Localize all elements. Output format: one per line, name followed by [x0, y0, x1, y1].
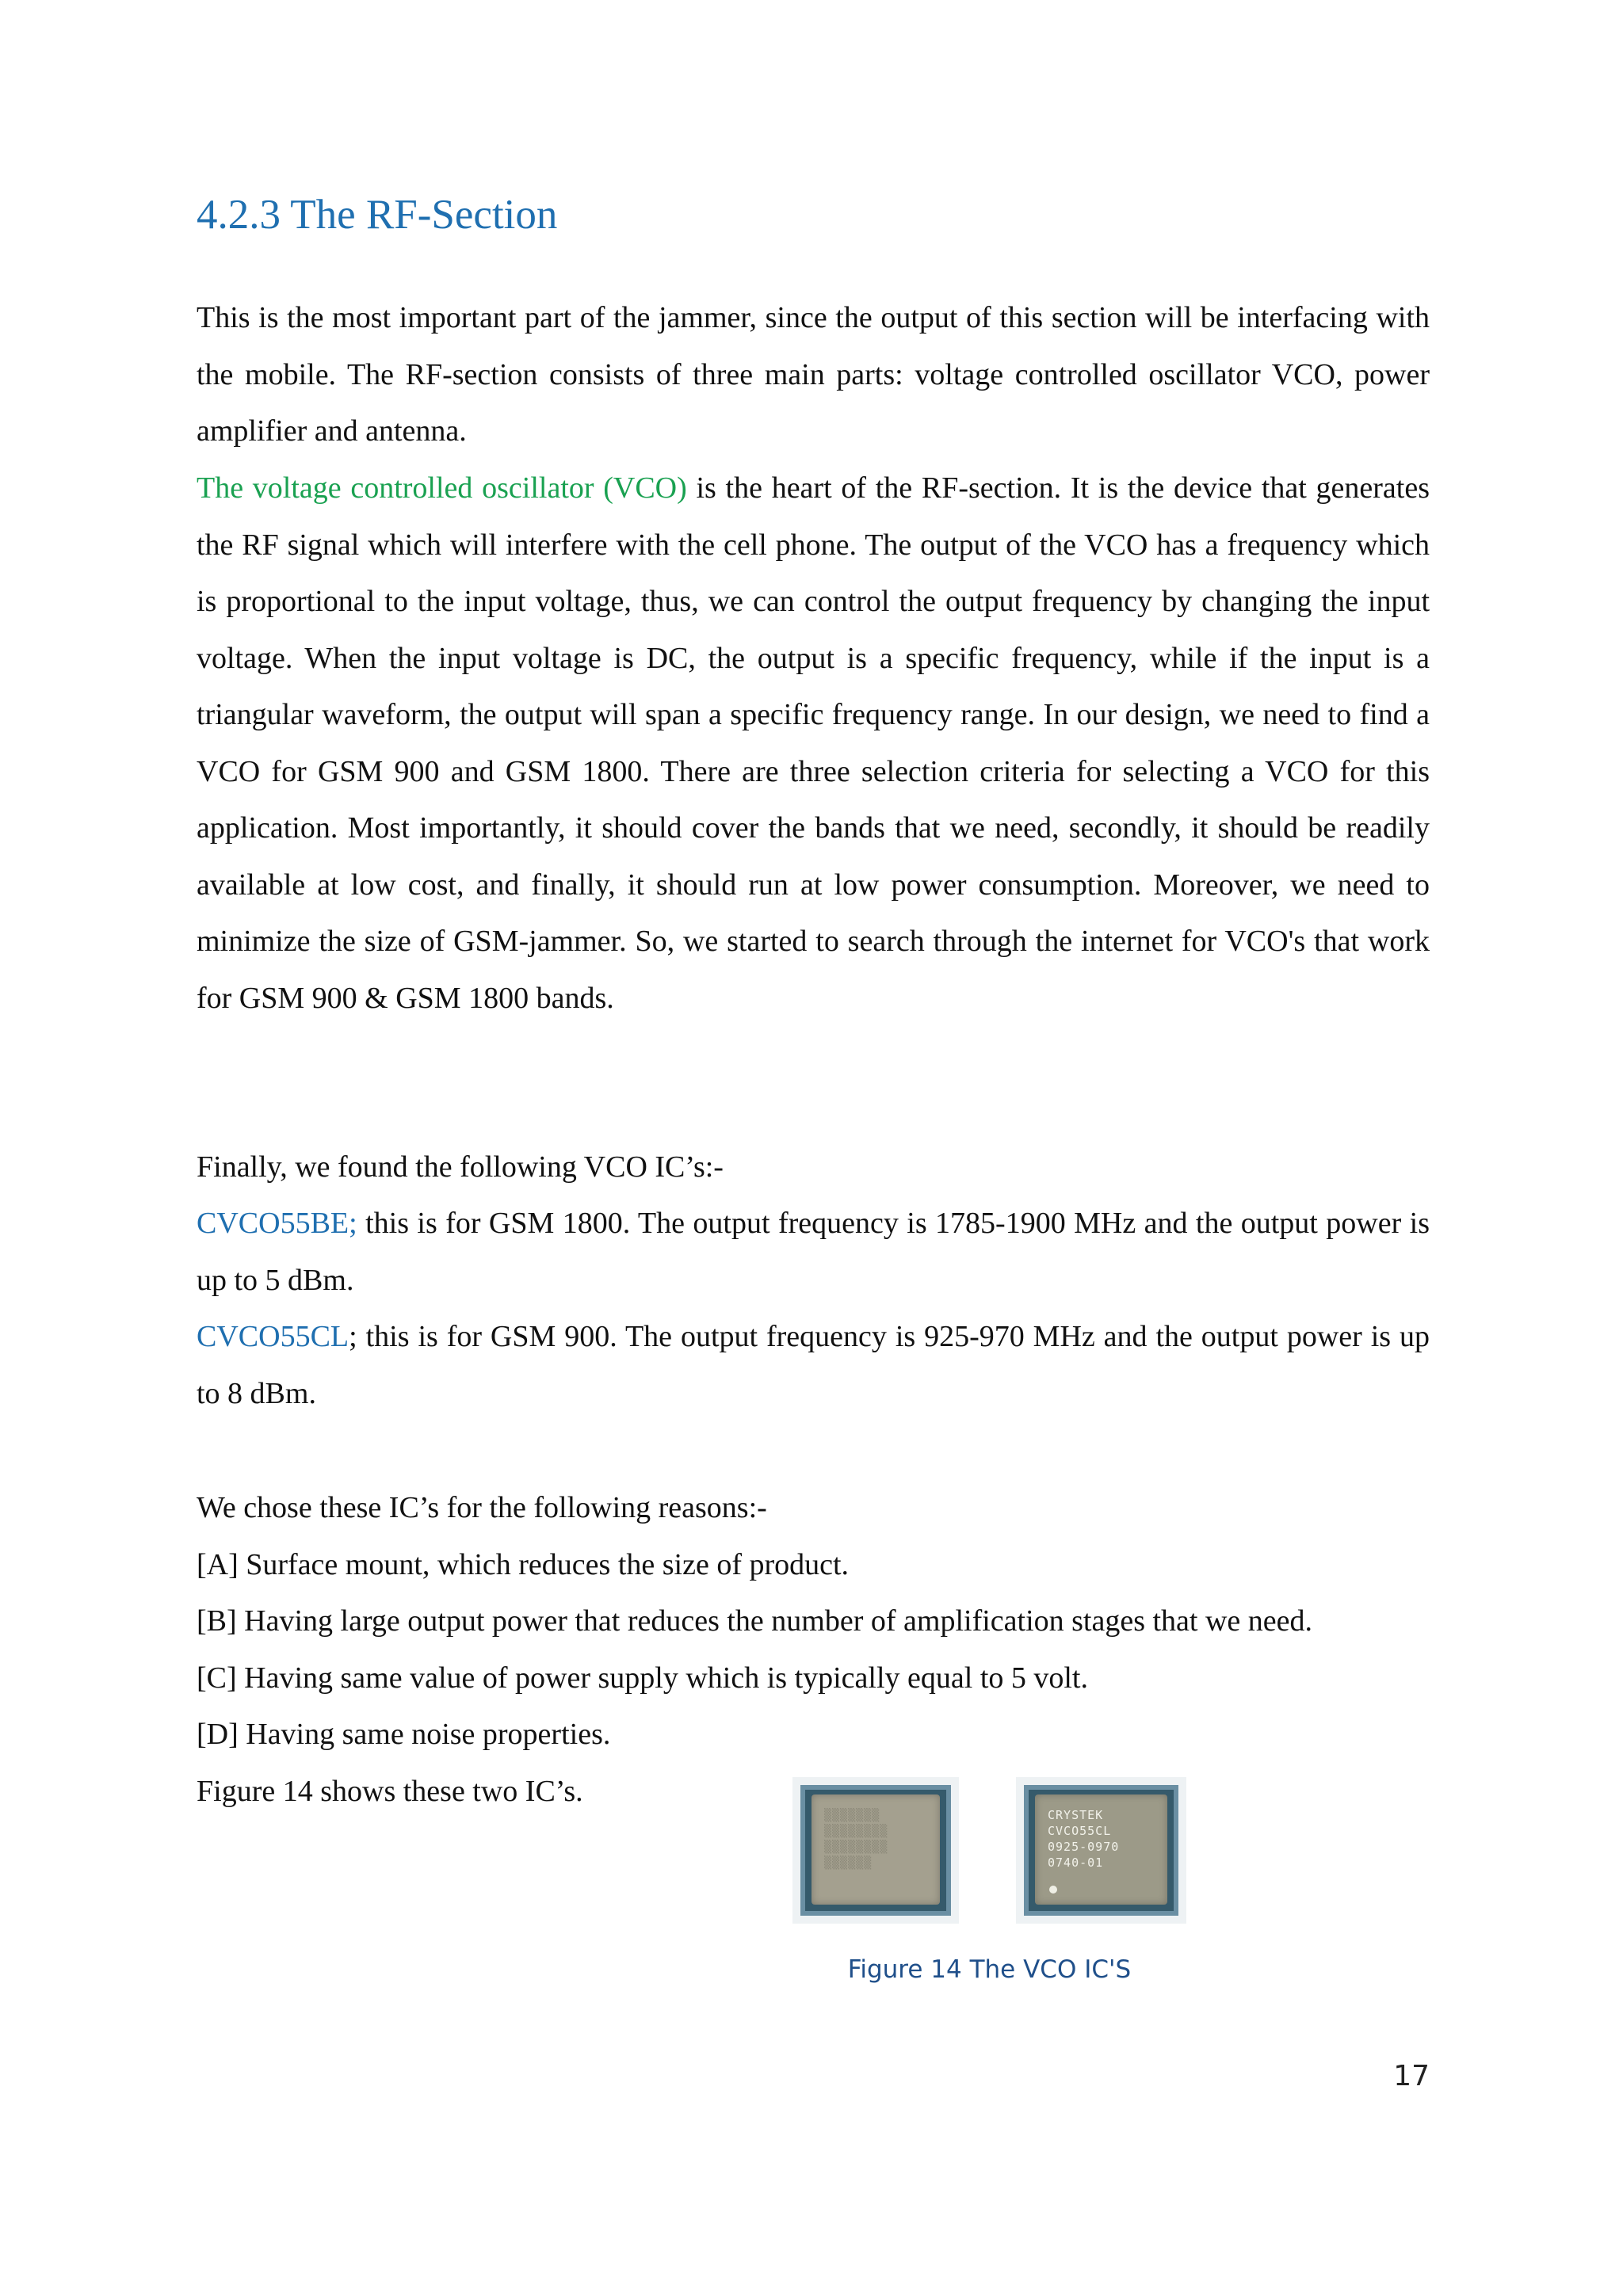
section-heading: 4.2.3 The RF-Section	[197, 192, 558, 238]
found-intro: Finally, we found the following VCO IC’s:-	[197, 1150, 724, 1184]
vco-paragraph-text: is the heart of the RF-section. It is the device that generates the RF signal which will interfere with the cell phone. The output of the VCO has a frequency which is proportional to the input voltage, thus, we can control the output frequency by changing the input voltage. When the input voltage is DC, the output is a specific frequency, while if the input is a triangular waveform, the output will span a specific frequency range. In our design, we need to find a VCO for GSM 900 and GSM 1800. There are three selection criteria for selecting a VCO for this application. Most importantly, it should cover the bands that we need, secondly, it should be readily available at low cost, and finally, it should run at low power consumption. Moreover, we need to minimize the size of GSM-jammer. So, we started to search through the internet for VCO's that work for GSM 900 & GSM 1800 bands.	[197, 471, 1430, 1015]
page-number: 17	[1393, 2060, 1430, 2092]
paragraph-intro: This is the most important part of the jammer, since the output of this section will be interfacing with the mobile. The RF-section consists of three main parts: voltage controlled oscillator VCO, power amplifier and antenna.	[197, 301, 1430, 448]
figure-reference: Figure 14 shows these two IC’s.	[197, 1774, 583, 1808]
ic-name-1: CVCO55BE;	[197, 1207, 357, 1240]
ic-description-1	[197, 1196, 1430, 1309]
ic-text-2: ; this is for GSM 900. The output frequency is 925-970 MHz and the output power is up to 8 dBm.	[197, 1320, 1430, 1410]
pin1-dot	[1049, 1886, 1057, 1894]
chip-marking-faint: ▒▒▒▒▒▒▒ ▒▒▒▒▒▒▒▒ ▒▒▒▒▒▒▒▒ ▒▒▒▒▒▒	[824, 1808, 888, 1870]
reasons-list	[197, 1480, 1430, 1820]
ic-text-1: this is for GSM 1800. The output frequency is 1785-1900 MHz and the output power is up to 5 dBm.	[197, 1207, 1430, 1297]
reasons-intro: We chose these IC’s for the following reasons:-	[197, 1491, 767, 1524]
figure-caption: Figure 14 The VCO IC'S	[847, 1955, 1132, 1984]
reason-item: [D] Having same noise properties.	[197, 1718, 611, 1751]
reason-item: [A] Surface mount, which reduces the size of product.	[197, 1547, 850, 1581]
vco-highlight: The voltage controlled oscillator (VCO)	[197, 471, 687, 505]
chip-marking: CRYSTEK CVCO55CL 0925-0970 0740-01	[1048, 1808, 1120, 1870]
reason-item: [B] Having large output power that reduces the number of amplification stages that we need.	[197, 1604, 1313, 1638]
chip-package	[1035, 1794, 1167, 1905]
ic-name-2: CVCO55CL	[197, 1320, 349, 1353]
vco-chip-photo-left	[792, 1777, 959, 1924]
reason-item: [C] Having same value of power supply which is typically equal to 5 volt.	[197, 1661, 1088, 1695]
chip-package	[812, 1794, 940, 1905]
vco-chip-photo-right	[1016, 1777, 1186, 1924]
ic-description-2	[197, 1309, 1430, 1422]
paragraph-vco	[197, 460, 1430, 1027]
